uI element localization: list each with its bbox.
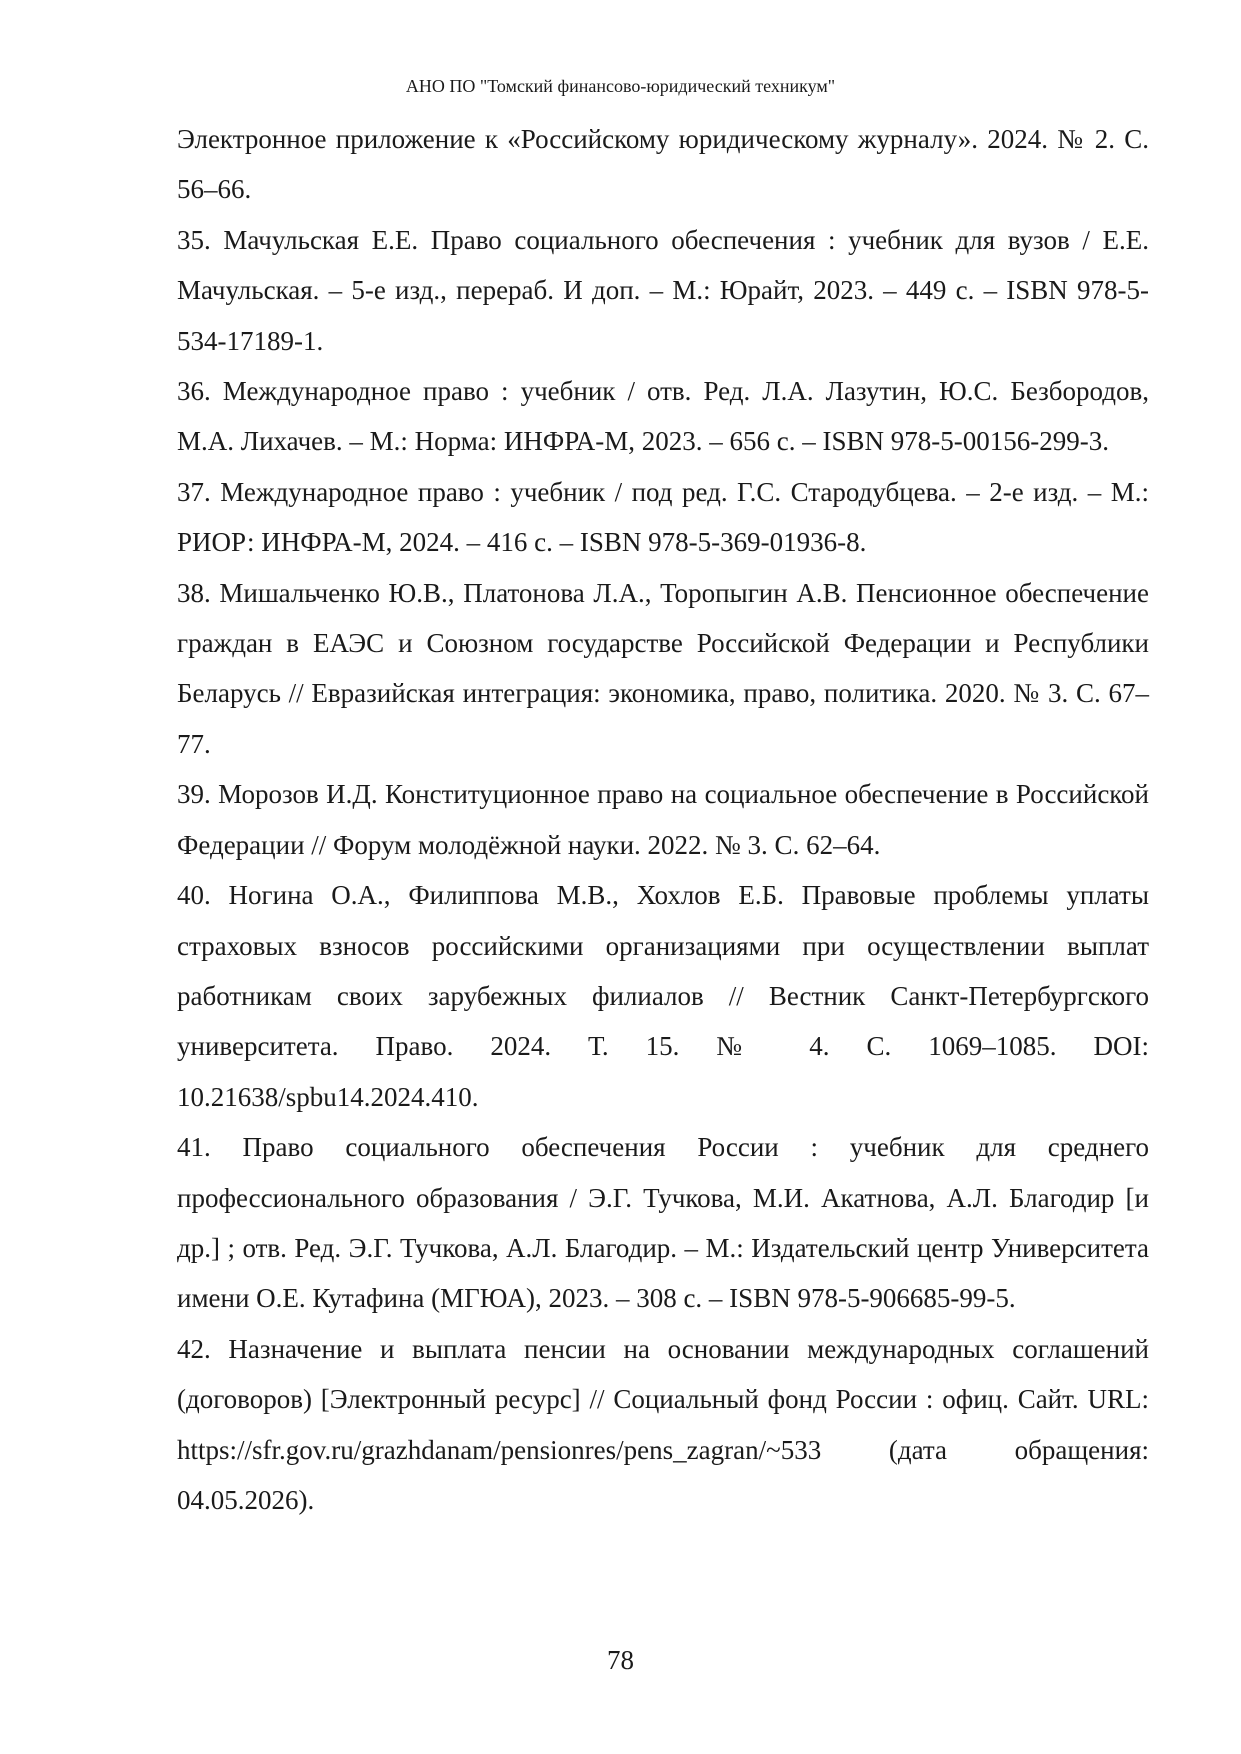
reference-item-35: 35. Мачульская Е.Е. Право социального обеспечения : учебник для вузов / Е.Е. Мачульская. – 5-е изд., перераб. И доп. – М.: Юрайт, 2023. – 449 с. – ISBN 978-5-534-17189-1. [177, 224, 1149, 356]
reference-item-39: 39. Морозов И.Д. Конституционное право на социальное обеспечение в Российской Федерации // Форум молодёжной науки. 2022. № 3. С. 62–64. [177, 779, 1149, 860]
page-number: 78 [607, 1645, 634, 1675]
reference-list [177, 114, 1149, 1525]
reference-item-41: 41. Право социального обеспечения России : учебник для среднего профессионального образования / Э.Г. Тучкова, М.И. Акатнова, А.Л. Благодир [и др.] ; отв. Ред. Э.Г. Тучкова, А.Л. Благодир. – М.: Издательский центр Университета имени О.Е. Кутафина (МГЮА), 2023. – 308 с. – ISBN 978-5-906685-99-5. [177, 1132, 1149, 1314]
reference-item-40: 40. Ногина О.А., Филиппова М.В., Хохлов Е.Б. Правовые проблемы уплаты страховых взносов российскими организациями при осуществлении выплат работникам своих зарубежных филиалов // Вестник Санкт-Петербургского университета. Право. 2024. Т. 15. № 4. С. 1069–1085. DOI: 10.21638/spbu14.2024.410. [177, 880, 1149, 1112]
reference-item-36: 36. Международное право : учебник / отв. Ред. Л.А. Лазутин, Ю.С. Безбородов, М.А. Лихачев. – М.: Норма: ИНФРА-М, 2023. – 656 с. – ISBN 978-5-00156-299-3. [177, 376, 1149, 457]
reference-item-38: 38. Мишальченко Ю.В., Платонова Л.А., Торопыгин А.В. Пенсионное обеспечение граждан в ЕАЭС и Союзном государстве Российской Федерации и Республики Беларусь // Евразийская интеграция: экономика, право, политика. 2020. № 3. С. 67–77. [177, 577, 1149, 759]
reference-item-37: 37. Международное право : учебник / под ред. Г.С. Стародубцева. – 2-е изд. – М.: РИОР: ИНФРА-М, 2024. – 416 с. – ISBN 978-5-369-01936-8. [177, 476, 1149, 558]
reference-item-continued: Электронное приложение к «Российскому юридическому журналу». 2024. № 2. С. 56–66. [177, 124, 1149, 205]
reference-item-42: 42. Назначение и выплата пенсии на основании международных соглашений (договоров) [Электронный ресурс] // Социальный фонд России : офиц. Сайт. URL: https://sfr.gov.ru/grazhdanam/pensionres/pens_zagran/~533 (дата обращения: 04.05.2026). [177, 1333, 1149, 1515]
page-header: АНО ПО "Томский финансово-юридический техникум" [405, 76, 836, 96]
